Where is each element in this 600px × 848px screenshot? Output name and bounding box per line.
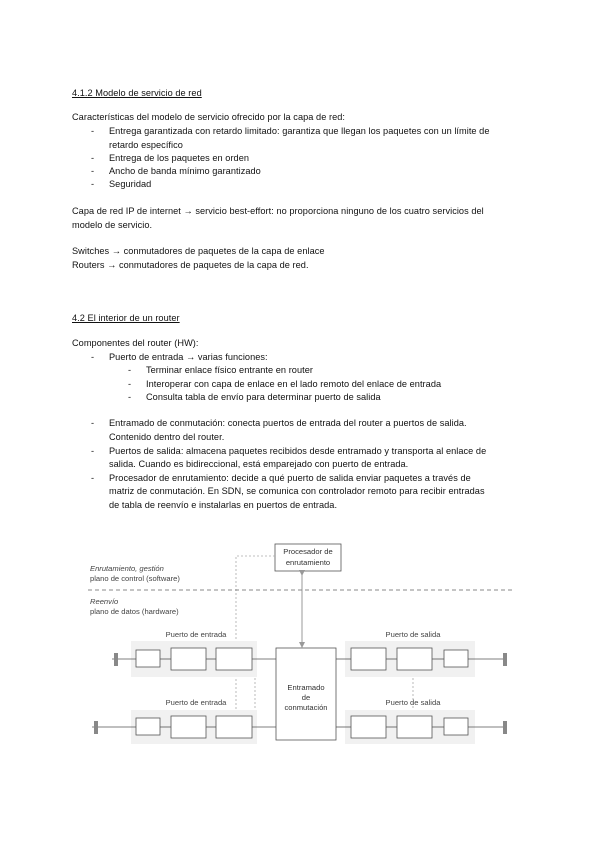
output-port-bottom-cell bbox=[351, 716, 386, 738]
link-endpoint-icon bbox=[503, 721, 507, 734]
input-port-top-cell bbox=[136, 650, 160, 667]
sub-bullet-dash: - bbox=[128, 365, 132, 375]
section-heading-interior-router: 4.2 El interior de un router bbox=[72, 313, 180, 323]
processor-label-line2: enrutamiento bbox=[285, 558, 331, 567]
output-port-bottom-cell bbox=[444, 718, 468, 735]
output-port-bottom-cell bbox=[397, 716, 432, 738]
bullet-dash: - bbox=[91, 446, 95, 456]
output-port-top-cell bbox=[444, 650, 468, 667]
list-item-continuation: Contenido dentro del router. bbox=[109, 432, 225, 442]
list-item: Entramado de conmutación: conecta puertos de entrada del router a puertos de salida. bbox=[109, 418, 467, 428]
sub-bullet-dash: - bbox=[128, 379, 132, 389]
components-text: Componentes del router (HW): bbox=[72, 338, 199, 348]
list-item: Entrega de los paquetes en orden bbox=[109, 153, 250, 163]
data-label-line1: Reenvío bbox=[90, 597, 119, 606]
input-port-top-cell bbox=[216, 648, 252, 670]
paragraph-line: modelo de servicio. bbox=[72, 220, 153, 230]
sub-bullet-dash: - bbox=[128, 392, 132, 402]
input-port-label-top: Puerto de entrada bbox=[165, 630, 227, 639]
list-item: Puerto de entrada → varias funciones: bbox=[109, 352, 268, 362]
list-item-continuation: matriz de conmutación. En SDN, se comunica con controlador remoto para recibir entradas bbox=[109, 486, 485, 496]
input-port-top-cell bbox=[171, 648, 206, 670]
list-item-continuation: salida. Cuando es bidireccional, está emparejado con puerto de entrada. bbox=[109, 459, 409, 469]
output-port-top-cell bbox=[397, 648, 432, 670]
paragraph-line: Capa de red IP de internet → servicio best-effort: no proporciona ninguno de los cuatro servicios del bbox=[72, 206, 484, 216]
list-item: Entrega garantizada con retardo limitado: garantiza que llegan los paquetes con un límite de bbox=[109, 126, 490, 136]
bullet-dash: - bbox=[91, 179, 95, 189]
input-port-bottom-cell bbox=[216, 716, 252, 738]
processor-label-line1: Procesador de bbox=[283, 547, 333, 556]
control-label-line1: Enrutamiento, gestión bbox=[90, 564, 164, 573]
routers-line: Routers → conmutadores de paquetes de la capa de red. bbox=[72, 260, 309, 270]
input-port-bottom-cell bbox=[171, 716, 206, 738]
sub-list-item: Terminar enlace físico entrante en router bbox=[146, 365, 313, 375]
bullet-dash: - bbox=[91, 352, 95, 362]
output-port-label-bottom: Puerto de salida bbox=[385, 698, 441, 707]
list-item: Puertos de salida: almacena paquetes recibidos desde entramado y transporta al enlace de bbox=[109, 446, 487, 456]
link-endpoint-icon bbox=[94, 721, 98, 734]
list-item: Seguridad bbox=[109, 179, 152, 189]
data-label-line2: plano de datos (hardware) bbox=[90, 607, 179, 616]
link-endpoint-icon bbox=[114, 653, 118, 666]
fabric-label-line1: Entramado bbox=[287, 683, 325, 692]
list-item: Procesador de enrutamiento: decide a qué puerto de salida enviar paquetes a través de bbox=[109, 473, 471, 483]
sub-list-item: Consulta tabla de envío para determinar puerto de salida bbox=[146, 392, 381, 402]
link-endpoint-icon bbox=[503, 653, 507, 666]
input-port-label-bottom: Puerto de entrada bbox=[165, 698, 227, 707]
list-item-continuation: retardo específico bbox=[109, 140, 183, 150]
bullet-dash: - bbox=[91, 126, 95, 136]
section-heading-modelo-servicio: 4.1.2 Modelo de servicio de red bbox=[72, 88, 202, 98]
intro-text: Características del modelo de servicio ofrecido por la capa de red: bbox=[72, 112, 345, 122]
list-item: Ancho de banda mínimo garantizado bbox=[109, 166, 261, 176]
bullet-dash: - bbox=[91, 166, 95, 176]
bullet-dash: - bbox=[91, 473, 95, 483]
fabric-label-line3: conmutación bbox=[284, 703, 328, 712]
input-port-bottom-cell bbox=[136, 718, 160, 735]
bullet-dash: - bbox=[91, 418, 95, 428]
fabric-label-line2: de bbox=[301, 693, 311, 702]
output-port-top-cell bbox=[351, 648, 386, 670]
list-item-continuation: de tabla de reenvío e instalarlas en puertos de entrada. bbox=[109, 500, 338, 510]
control-label-line2: plano de control (software) bbox=[90, 574, 180, 583]
switches-line: Switches → conmutadores de paquetes de la capa de enlace bbox=[72, 246, 325, 256]
output-port-label-top: Puerto de salida bbox=[385, 630, 441, 639]
bullet-dash: - bbox=[91, 153, 95, 163]
sub-list-item: Interoperar con capa de enlace en el lado remoto del enlace de entrada bbox=[146, 379, 442, 389]
